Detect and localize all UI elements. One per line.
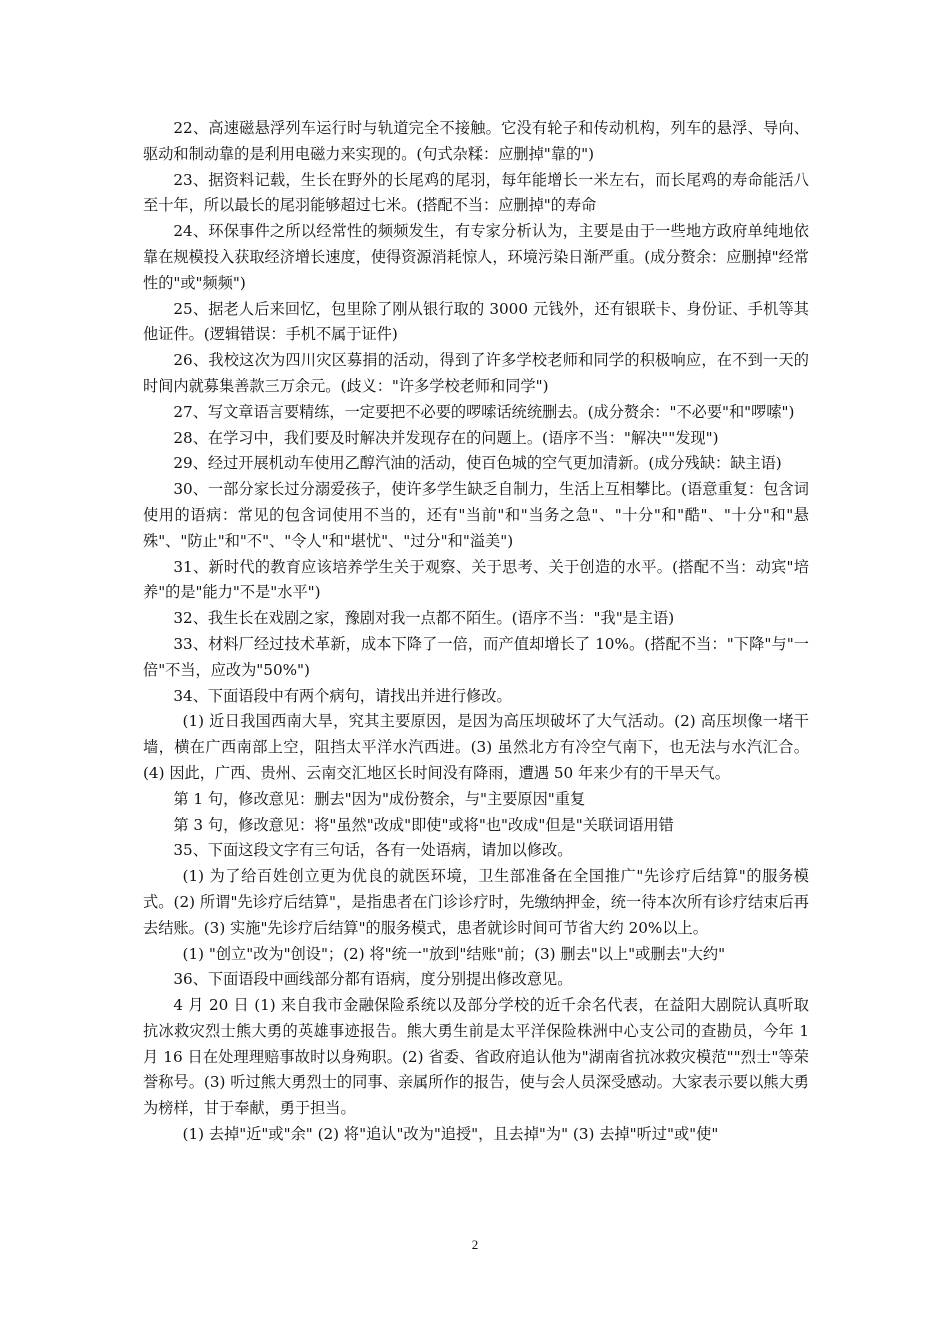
paragraph-q32: 32、我生长在戏剧之家，豫剧对我一点都不陌生。(语序不当："我"是主语): [173, 609, 675, 628]
paragraph-q27: 27、写文章语言要精练，一定要把不必要的啰嗦话统统删去。(成分赘余："不必要"和"啰嗦"): [173, 402, 795, 421]
paragraph-q30: 30、一部分家长过分溺爱孩子，使许多学生缺乏自制力，生活上互相攀比。(语意重复：包含词使用的语病：常见的包含词使用不当的，还有"当前"和"当务之急"、"十分"和"酷"、"十分"和"悬殊"、"防止"和"不"、"令人"和"堪忧"、"过分"和"溢美"): [143, 480, 809, 550]
paragraph-q26: 26、我校这次为四川灾区募捐的活动，得到了许多学校老师和同学的积极响应，在不到一天的时间内就募集善款三万余元。(歧义："许多学校老师和同学"): [143, 351, 809, 395]
paragraph-q34-answer-3: 第 3 句，修改意见：将"虽然"改成"即使"或将"也"改成"但是"关联词语用错: [173, 815, 674, 834]
paragraph-q36-answer: (1) 去掉"近"或"余" (2) 将"追认"改为"追授"，且去掉"为" (3) 去掉"听过"或"使": [182, 1125, 719, 1144]
paragraph-q35: 35、下面这段文字有三句话，各有一处语病，请加以修改。: [173, 841, 573, 860]
paragraph-q34-answer-1: 第 1 句，修改意见：删去"因为"成份赘余，与"主要原因"重复: [173, 789, 586, 808]
paragraph-q23: 23、据资料记载，生长在野外的长尾鸡的尾羽，每年能增长一米左右，而长尾鸡的寿命能活八至十年，所以最长的尾羽能够超过七米。(搭配不当：应删掉"的寿命: [143, 170, 809, 215]
document-body: [143, 116, 809, 1148]
paragraph-q22: 22、高速磁悬浮列车运行时与轨道完全不接触。它没有轮子和传动机构，列车的悬浮、导向、驱动和制动靠的是利用电磁力来实现的。(句式杂糅：应删掉"靠的"): [143, 119, 809, 163]
paragraph-q34: 34、下面语段中有两个病句，请找出并进行修改。: [173, 686, 512, 705]
paragraph-q35-answer: (1) "创立"改为"创设"；(2) 将"统一"放到"结账"前；(3) 删去"以上"或删去"大约": [182, 944, 726, 963]
paragraph-q25: 25、据老人后来回忆，包里除了刚从银行取的 3000 元钱外，还有银联卡、身份证、手机等其他证件。(逻辑错误：手机不属于证件): [143, 299, 809, 344]
paragraph-q34-passage: (1) 近日我国西南大旱，究其主要原因，是因为高压坝破坏了大气活动。(2) 高压坝像一堵干墙，横在广西南部上空，阻挡太平洋水汽西进。(3) 虽然北方有冷空气南下，也无法与水汽汇合。(4) 因此，广西、贵州、云南交汇地区长时间没有降雨，遭遇 50 年来少有的干旱天气。: [143, 712, 809, 782]
paragraph-q36: 36、下面语段中画线部分都有语病，度分别提出修改意见。: [173, 970, 573, 989]
paragraph-q24: 24、环保事件之所以经常性的频频发生，有专家分析认为，主要是由于一些地方政府单纯地依靠在规模投入获取经济增长速度，使得资源消耗惊人，环境污染日渐严重。(成分赘余：应删掉"经常性的"或"频频"): [143, 222, 809, 292]
paragraph-q28: 28、在学习中，我们要及时解决并发现存在的问题上。(语序不当："解决""发现"): [173, 428, 719, 447]
paragraph-q29: 29、经过开展机动车使用乙醇汽油的活动，使百色城的空气更加清新。(成分残缺：缺主语): [173, 454, 782, 473]
paragraph-q35-passage: (1) 为了给百姓创立更为优良的就医环境，卫生部准备在全国推广"先诊疗后结算"的服务模式。(2) 所谓"先诊疗后结算"，是指患者在门诊诊疗时，先缴纳押金，统一待本次所有诊疗结束后再去结账。(3) 实施"先诊疗后结算"的服务模式，患者就诊时间可节省大约 20%以上。: [143, 867, 809, 937]
paragraph-q36-passage: 4 月 20 日 (1) 来自我市金融保险系统以及部分学校的近千余名代表，在益阳大剧院认真听取抗冰救灾烈士熊大勇的英雄事迹报告。熊大勇生前是太平洋保险株洲中心支公司的查勘员，今年 1 月 16 日在处理理赔事故时以身殉职。(2) 省委、省政府追认他为"湖南省抗冰救灾模范""烈士"等荣誉称号。(3) 听过熊大勇烈士的同事、亲属所作的报告，使与会人员深受感动。大家表示要以熊大勇为榜样，甘于奉献，勇于担当。: [143, 996, 809, 1118]
paragraph-q31: 31、新时代的教育应该培养学生关于观察、关于思考、关于创造的水平。(搭配不当：动宾"培养"的是"能力"不是"水平"): [143, 557, 809, 602]
paragraph-q33: 33、材料厂经过技术革新，成本下降了一倍，而产值却增长了 10%。(搭配不当："下降"与"一倍"不当，应改为"50%"): [143, 634, 809, 679]
page-number: 2: [471, 1237, 479, 1252]
